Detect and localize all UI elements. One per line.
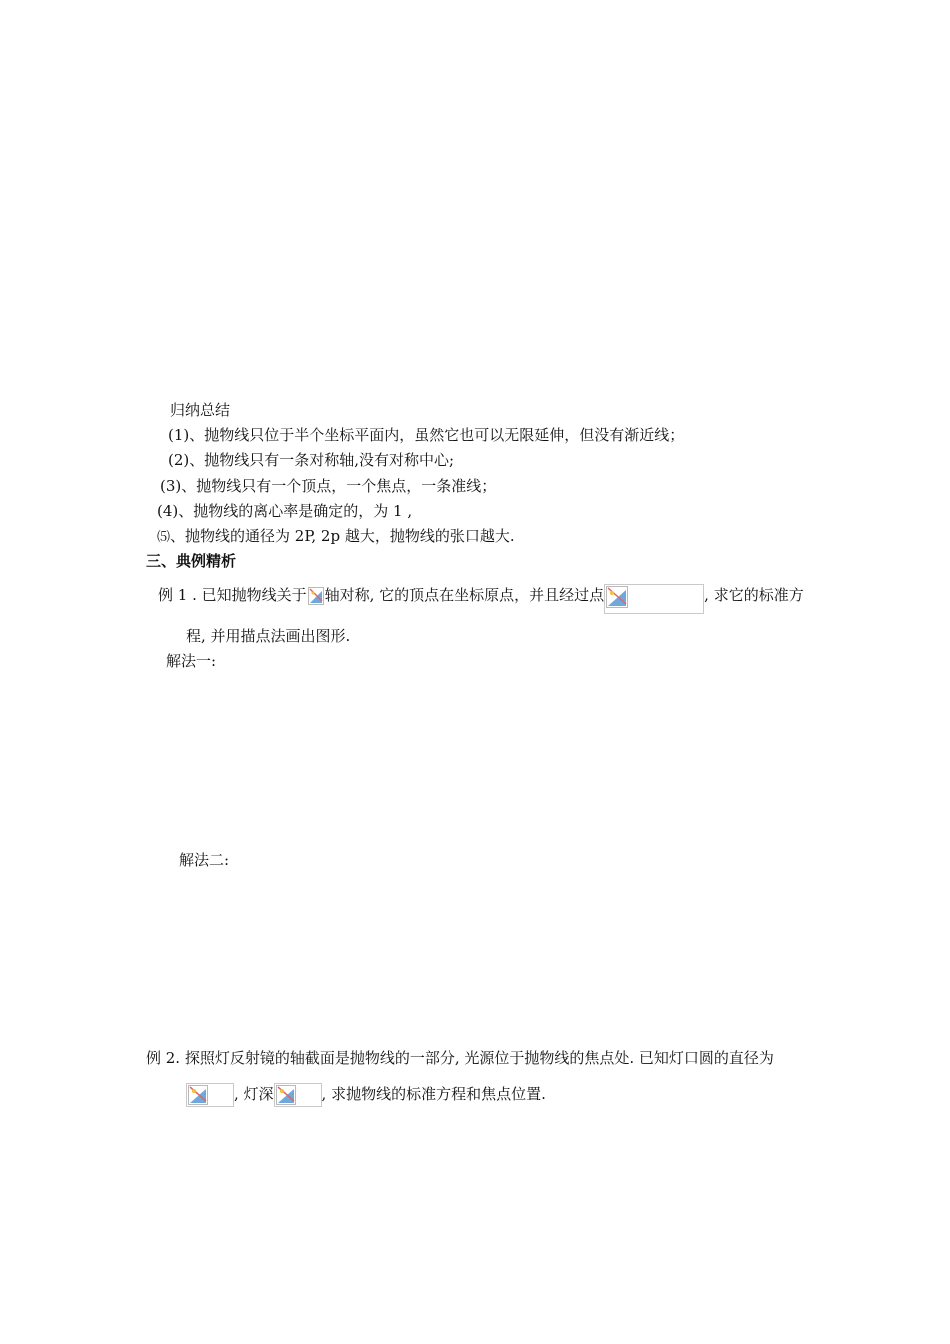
example1-part3: , 求它的标准方 xyxy=(704,586,804,604)
example1-line1 xyxy=(158,578,804,614)
item-marker: ⑸ xyxy=(157,530,171,545)
example2-line1: 例 2. 探照灯反射镜的轴截面是抛物线的一部分, 光源位于抛物线的焦点处. 已知灯口圆的直径为 xyxy=(146,1049,774,1067)
broken-image-icon xyxy=(307,586,325,606)
example1-part1: 例 1 . 已知抛物线关于 xyxy=(158,586,307,604)
summary-item-5 xyxy=(157,526,515,548)
summary-item-4: (4)、抛物线的离心率是确定的，为 1 , xyxy=(157,502,413,520)
summary-item-5-text: 、抛物线的通径为 2P, 2p 越大，抛物线的张口越大. xyxy=(170,527,515,545)
solution-2-label: 解法二: xyxy=(179,851,230,869)
diameter-image-icon xyxy=(186,1083,234,1107)
summary-heading: 归纳总结 xyxy=(170,401,231,419)
summary-item-2: (2)、抛物线只有一条对称轴,没有对称中心; xyxy=(168,451,455,469)
summary-item-1: (1)、抛物线只位于半个坐标平面内，虽然它也可以无限延伸，但没有渐近线； xyxy=(168,426,685,444)
depth-image-icon xyxy=(274,1083,322,1107)
example2-line2 xyxy=(186,1083,546,1107)
section-title: 三、典例精析 xyxy=(146,552,237,570)
example2-part-a: , 灯深 xyxy=(234,1085,274,1103)
point-image-icon xyxy=(604,584,704,614)
example2-part-b: , 求抛物线的标准方程和焦点位置. xyxy=(321,1085,546,1103)
solution-1-label: 解法一: xyxy=(166,652,217,670)
example1-line2: 程, 并用描点法画出图形. xyxy=(186,627,351,645)
summary-item-3: (3)、抛物线只有一个顶点，一个焦点，一条准线； xyxy=(160,477,497,495)
example1-part2: 轴对称, 它的顶点在坐标原点，并且经过点 xyxy=(324,586,605,604)
